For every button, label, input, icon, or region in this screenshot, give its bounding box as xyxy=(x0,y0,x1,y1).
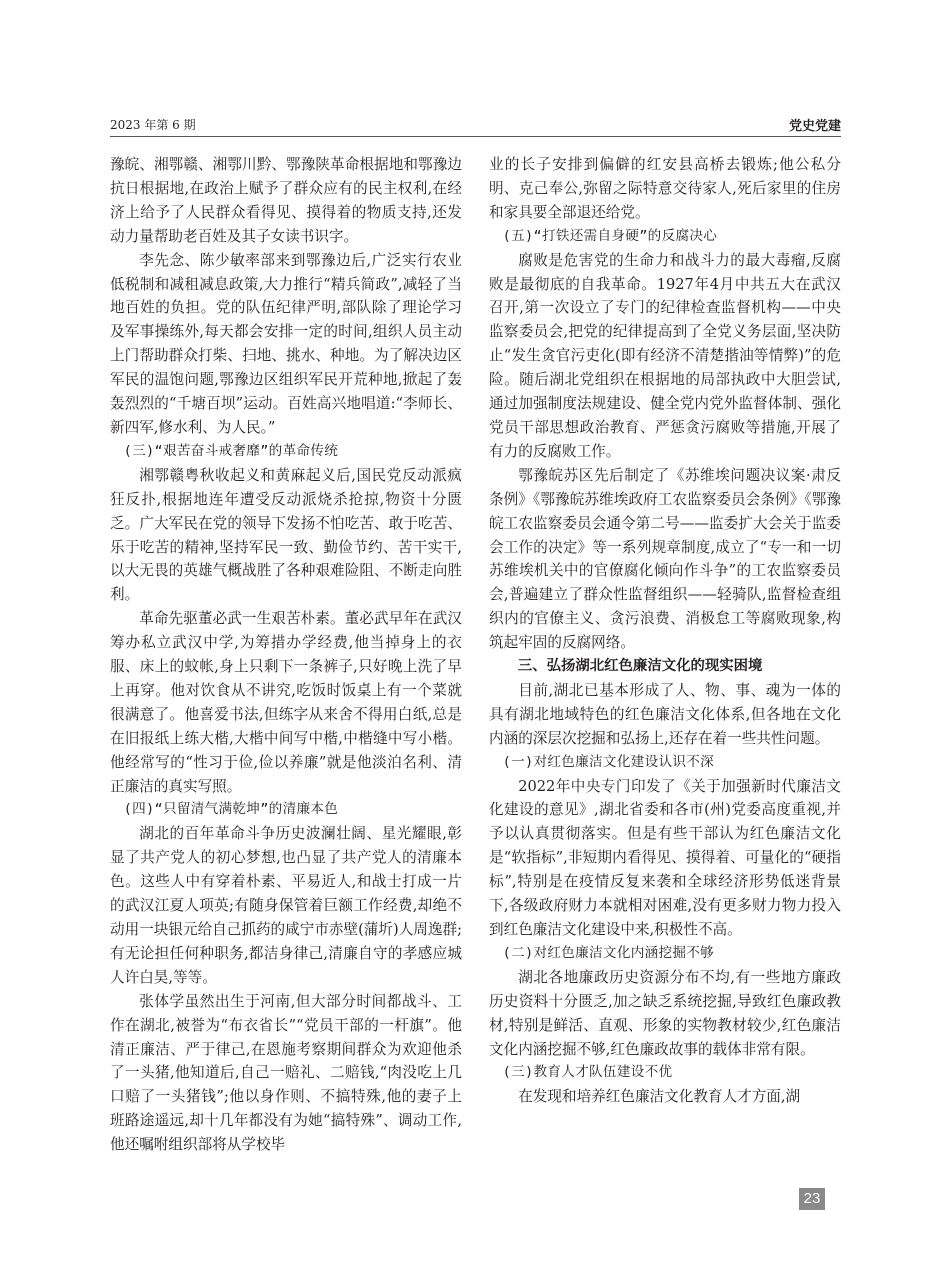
section-label: 党史党建 xyxy=(788,119,841,134)
right-column xyxy=(489,153,841,1109)
paragraph: 豫皖、湘鄂赣、湘鄂川黔、鄂豫陕革命根据地和鄂豫边抗日根据地,在政治上赋予了群众应有的民主权利,在经济上给予了人民群众看得见、摸得着的物质支持,还发动力量帮助老百姓及其子女读书识字。 xyxy=(110,156,462,245)
paragraph: 张体学虽然出生于河南,但大部分时间都战斗、工作在湖北,被誉为“布衣省长”“党员干部的一杆旗”。他清正廉洁、严于律己,在恩施考察期间群众为欢迎他杀了一头猪,他知道后,自己一赔礼、二赔钱,“肉没吃上几口赔了一头猪钱”;他以身作则、不搞特殊,他的妻子上班路途遥远,却十几年都没有为她“搞特殊”、调动工作,他还嘱咐组织部将从学校毕 xyxy=(110,992,462,1154)
subsection-heading: (一)对红色廉洁文化建设认识不深 xyxy=(502,753,715,770)
paragraph: 湖北的百年革命斗争历史波澜壮阔、星光耀眼,彰显了共产党人的初心梦想,也凸显了共产党人的清廉本色。这些人中有穿着朴素、平易近人,和战士打成一片的武汉江夏人项英;有随身保管着巨额工作经费,却绝不动用一块银元给自己抓药的咸宁市赤壁(蒲圻)人周逸群;有无论担任何种职务,都洁身律己,清廉自守的孝感应城人许白昊,等等。 xyxy=(110,825,462,986)
subsection-heading: (三)教育人才队伍建设不优 xyxy=(502,1064,673,1081)
subsection-heading: (五)“打铁还需自身硬”的反腐决心 xyxy=(502,227,718,244)
paragraph: 目前,湖北已基本形成了人、物、事、魂为一体的具有湖北地域特色的红色廉洁文化体系,但各地在文化内涵的深层次挖掘和弘扬上,还存在着一些共性问题。 xyxy=(489,681,841,747)
paragraph: 李先念、陈少敏率部来到鄂豫边后,广泛实行农业低税制和减租减息政策,大力推行“精兵简政”,减轻了当地百姓的负担。党的队伍纪律严明,部队除了理论学习及军事操练外,每天都会安排一定的时间,组织人员主动上门帮助群众打柴、扫地、挑水、种地。为了解决边区军民的温饱问题,鄂豫边区组织军民开荒种地,掀起了轰轰烈烈的“千塘百坝”运动。百姓高兴地唱道:“李师长、新四军,修水利、为人民。” xyxy=(110,251,462,436)
page-number: 23 xyxy=(799,1188,825,1210)
paragraph: 腐败是危害党的生命力和战斗力的最大毒瘤,反腐败是最彻底的自我革命。1927年4月中共五大在武汉召开,第一次设立了专门的纪律检查监督机构——中央监察委员会,把党的纪律提高到了全党义务层面,坚决防止“发生贪官污吏化(即有经济不清楚揩油等情弊)”的危险。随后湖北党组织在根据地的局部执政中大胆尝试,通过加强制度法规建设、健全党内党外监督体制、强化党员干部思想政治教育、严惩贪污腐败等措施,开展了有力的反腐败工作。 xyxy=(489,251,841,460)
paragraph: 在发现和培养红色廉洁文化教育人才方面,湖 xyxy=(518,1088,801,1106)
paragraph: 革命先驱董必武一生艰苦朴素。董必武早年在武汉筹办私立武汉中学,为筹措办学经费,他当掉身上的衣服、床上的蚊帐,身上只剩下一条裤子,只好晚上洗了早上再穿。他对饮食从不讲究,吃饭时饭桌上有一个菜就很满意了。他喜爱书法,但练字从来舍不得用白纸,总是在旧报纸上练大楷,大楷中间写中楷,中楷缝中写小楷。他经常写的“性习于俭,俭以养廉”就是他淡泊名利、清正廉洁的真实写照。 xyxy=(110,610,462,795)
running-header xyxy=(110,114,841,137)
paragraph: 湖北各地廉政历史资源分布不均,有一些地方廉政历史资料十分匮乏,加之缺乏系统挖掘,导致红色廉政教材,特别是鲜活、直观、形象的实物教材较少,红色廉洁文化内涵挖掘不够,红色廉政故事的载体非常有限。 xyxy=(489,968,841,1058)
paragraph: 2022年中央专门印发了《关于加强新时代廉洁文化建设的意见》,湖北省委和各市(州)党委高度重视,并予以认真贯彻落实。但是有些干部认为红色廉洁文化是“软指标”,非短期内看得见、摸得着、可量化的“硬指标”,特别是在疫情反复来袭和全球经济形势低迷背景下,各级政府财力本就相对困难,没有更多财力物力投入到红色廉洁文化建设中来,积极性不高。 xyxy=(489,777,841,938)
section-heading: 三、弘扬湖北红色廉洁文化的现实困境 xyxy=(517,658,763,675)
paragraph: 业的长子安排到偏僻的红安县高桥去锻炼;他公私分明、克己奉公,弥留之际特意交待家人,死后家里的住房和家具要全部退还给党。 xyxy=(489,156,841,221)
subsection-heading: (三)“艰苦奋斗戒奢靡”的革命传统 xyxy=(123,442,339,459)
issue-label: 2023 年第 6 期 xyxy=(110,118,196,132)
subsection-heading: (二)对红色廉洁文化内涵挖掘不够 xyxy=(502,944,715,961)
subsection-heading: (四)“只留清气满乾坤”的清廉本色 xyxy=(123,801,339,818)
paragraph: 湘鄂赣粤秋收起义和黄麻起义后,国民党反动派疯狂反扑,根据地连年遭受反动派烧杀抢掠,物资十分匮乏。广大军民在党的领导下发扬不怕吃苦、敢于吃苦、乐于吃苦的精神,坚持军民一致、勤俭节约、苦干实干,以大无畏的英雄气概战胜了各种艰难险阻、不断走向胜利。 xyxy=(110,466,462,604)
paragraph: 鄂豫皖苏区先后制定了《苏维埃问题决议案·肃反条例》《鄂豫皖苏维埃政府工农监察委员会条例》《鄂豫皖工农监察委员会通令第二号——监委扩大会关于监委会工作的决定》等一系列规章制度,成立了“专一和一切苏维埃机关中的官僚腐化倾向作斗争”的工农监察委员会,普遍建立了群众性监督组织——轻骑队,监督检查组织内的官僚主义、贪污浪费、消极怠工等腐败现象,构筑起牢固的反腐网络。 xyxy=(489,466,841,652)
left-column xyxy=(110,153,462,1157)
